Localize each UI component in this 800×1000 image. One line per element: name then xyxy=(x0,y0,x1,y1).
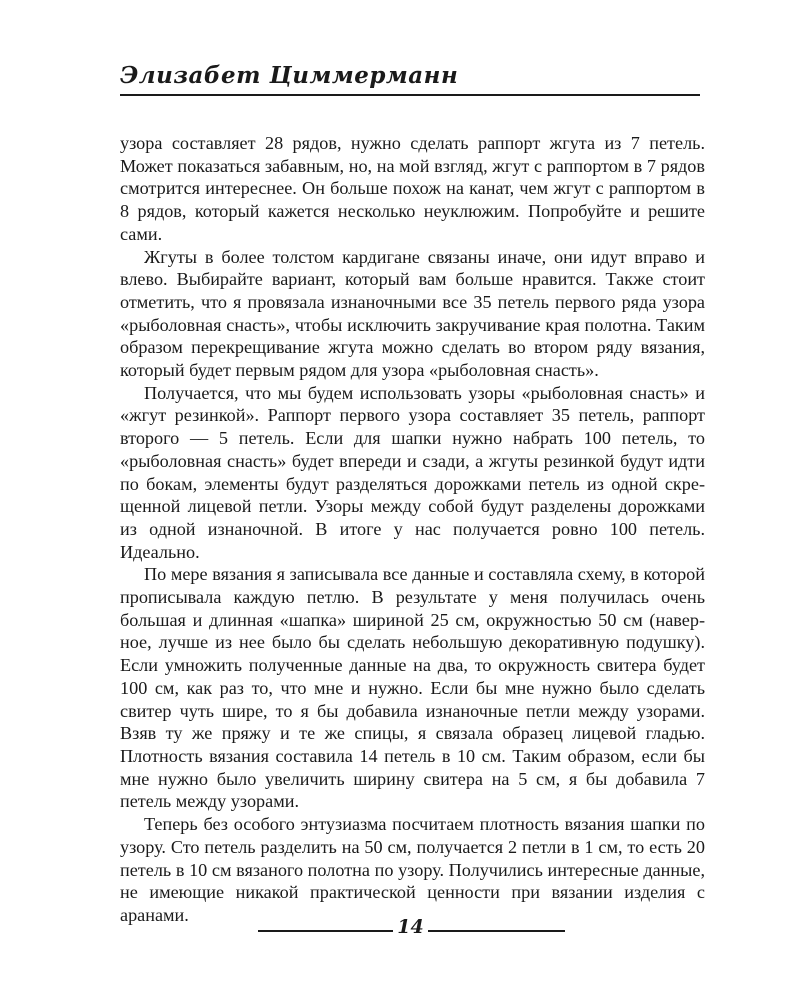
paragraph-2: Жгуты в более толстом кардигане связаны иначе, они идут вправо и влево. Выбирайте вариант, который вам больше нравится. Также стоит отметить, что я провязала изнаночными все 35 петель первого ряда узора «рыболовная снасть», чтобы исключить закручивание края полотна. Таким образом перекрещивание жгута можно сделать во втором ряду вязания, который будет первым рядом для узора «рыболовная снасть». xyxy=(120,246,705,381)
paragraph-5: Теперь без особого энтузиазма посчитаем плотность вязания шапки по узору. Сто петель разделить на 50 см, получается 2 петли в 1 см, то есть 20 петель в 10 см вязаного полотна по узору. Получились интересные данные, не имеющие никакой практической ценности при вязании изделия с аранами. xyxy=(120,814,705,925)
running-head-author: Элизабет Циммерманн xyxy=(120,62,459,89)
header-rule xyxy=(120,94,700,96)
footer-rule-left xyxy=(258,930,393,932)
page-number: 14 xyxy=(397,916,424,938)
paragraph-1: узора составляет 28 рядов, нужно сделать раппорт жгута из 7 петель. Может показаться забавным, но, на мой взгляд, жгут с раппортом в 7 рядов смотрится интереснее. Он больше похож на канат, чем жгут с раппортом в 8 рядов, который кажется несколько неуклюжим. Попробуйте и решите сами. xyxy=(120,133,705,244)
paragraph-4: По мере вязания я записывала все данные и составляла схему, в которой прописывала каждую петлю. В результате у меня получилась очень большая и длинная «шапка» шириной 25 см, окружностью 50 см (наверное, лучше из нее было бы сделать небольшую декоративную подушку). Если умножить полученные данные на два, то окружность свитера будет 100 см, как раз то, что мне и нужно. Если бы мне нужно было сделать свитер чуть шире, то я бы добавила изнаночные петли между узорами. Взяв ту же пряжу и те же спицы, я связала образец лицевой гладью. Плотность вязания составила 14 петель в 10 см. Таким образом, если бы мне нужно было увеличить ширину свитера на 5 см, я бы добавила 7 петель между узорами. xyxy=(120,564,705,812)
footer-rule-right xyxy=(428,930,565,932)
page-footer xyxy=(0,916,800,942)
body-text xyxy=(120,132,705,927)
paragraph-3: Получается, что мы будем использовать узоры «рыболовная снасть» и «жгут резинкой». Раппорт первого узора составляет 35 петель, раппорт второго — 5 петель. Если для шапки нужно набрать 100 петель, то «рыболовная снасть» будет впереди и сзади, а жгуты резинкой будут идти по бокам, элементы будут разделяться дорожками петель из одной скрещенной лицевой петли. Узоры между собой будут разделены дорожками из одной изнаночной. В итоге у нас получается ровно 100 петель. Идеально. xyxy=(120,382,705,562)
